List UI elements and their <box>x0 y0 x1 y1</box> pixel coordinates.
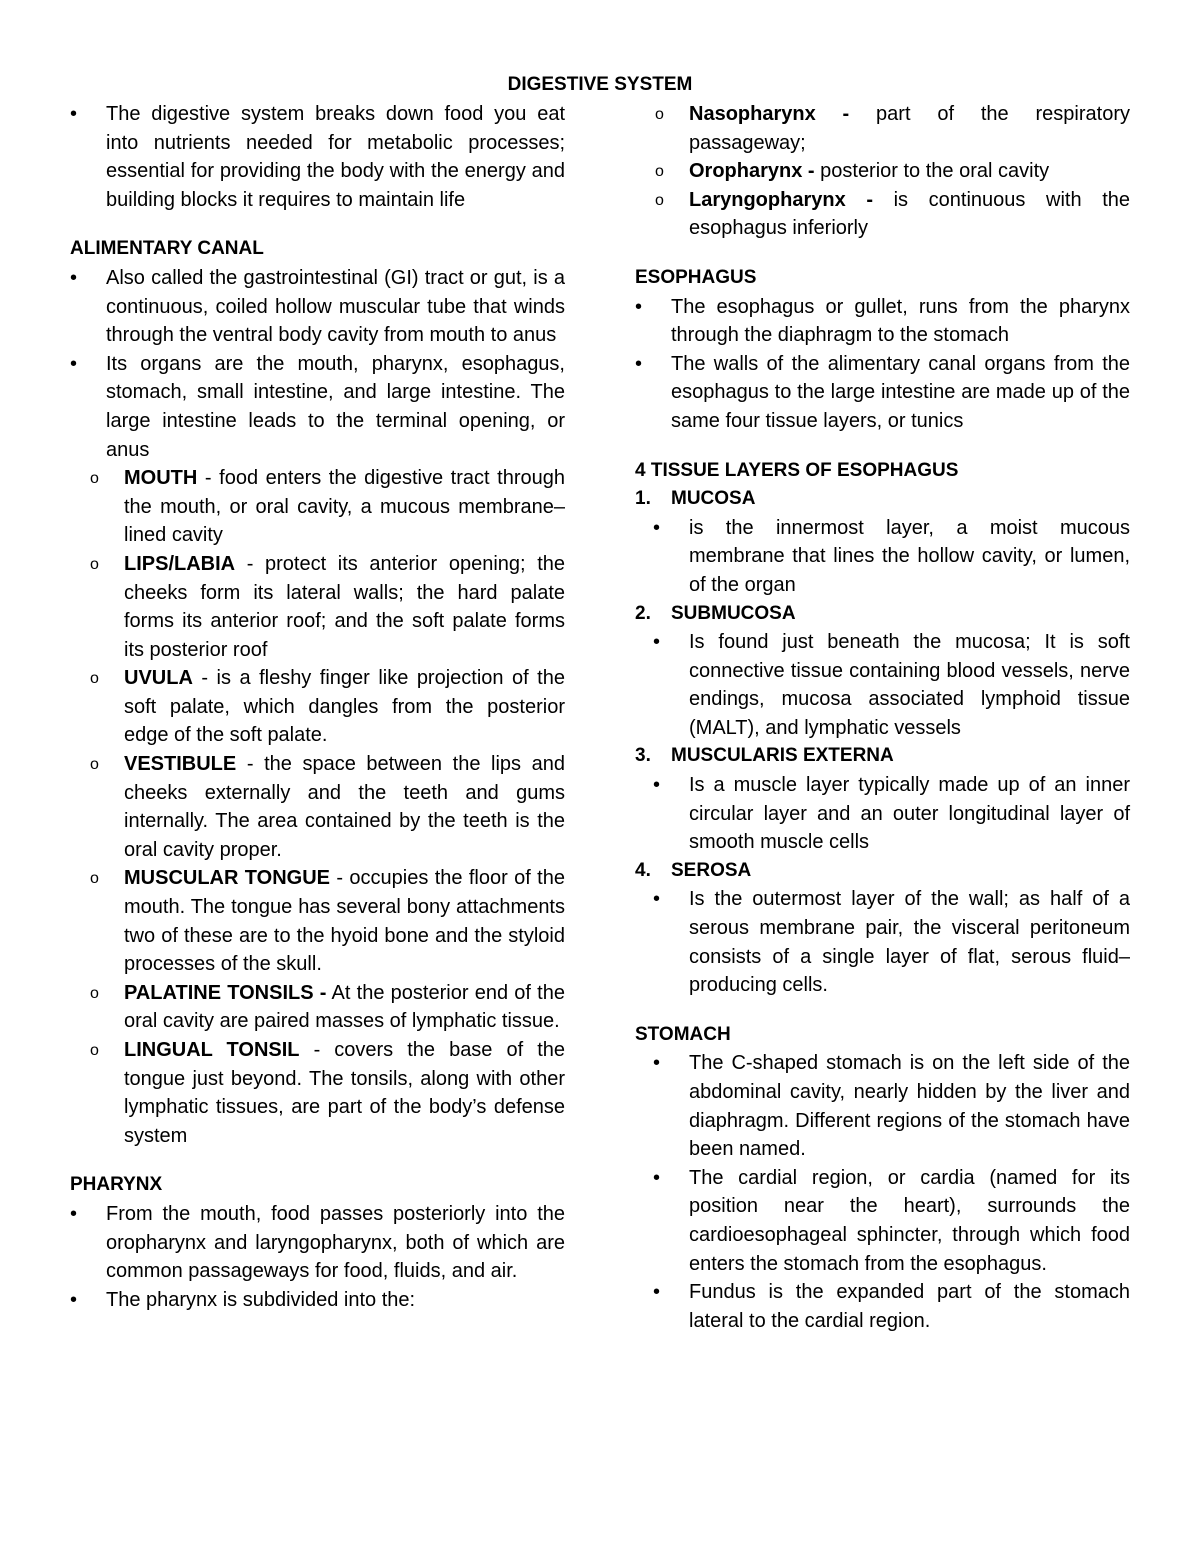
term-label: MUSCULAR TONGUE <box>124 867 330 890</box>
layer-heading-submucosa <box>635 600 1130 629</box>
term-description: - is a fleshy finger like projection of the soft palate, which dangles from the posterior edge of the soft palate. <box>124 667 565 747</box>
sub-item-tongue <box>70 864 565 978</box>
pharynx-part-nasopharynx <box>635 100 1130 157</box>
layer-number: 2. <box>635 602 651 624</box>
layer-name: SEROSA <box>671 859 752 881</box>
layer-number: 1. <box>635 488 651 510</box>
layer-name: MUSCULARIS EXTERNA <box>671 745 894 767</box>
sub-item-palatine-tonsils <box>70 979 565 1036</box>
sub-item-uvula <box>70 664 565 750</box>
term-label: VESTIBULE <box>124 753 237 776</box>
layer-name: MUCOSA <box>671 488 756 510</box>
esophagus-bullet-1: • The esophagus or gullet, runs from the pharynx through the diaphragm to the stomach <box>635 293 1130 350</box>
term-label: Oropharynx - <box>689 160 815 183</box>
term-label: LINGUAL TONSIL <box>124 1039 300 1061</box>
term-description: part of the respiratory passageway; <box>689 103 1130 154</box>
left-column <box>70 100 565 1314</box>
layer-heading-mucosa <box>635 485 1130 514</box>
page-title: DIGESTIVE SYSTEM <box>507 74 693 95</box>
layer-text-muscularis: • Is a muscle layer typically made up of an inner circular layer and an outer longitudinal layer of smooth muscle cells <box>635 771 1130 857</box>
term-label: LIPS/LABIA <box>124 552 236 575</box>
sub-item-lingual-tonsil <box>70 1036 565 1150</box>
term-description: - protect its anterior opening; the cheeks form its lateral walls; the hard palate forms its anterior roof; and the soft palate forms its posterior roof <box>124 552 565 661</box>
heading-esophagus: ESOPHAGUS <box>635 266 757 288</box>
term-description: - food enters the digestive tract through the mouth, or oral cavity, a mucous membrane–lined cavity <box>124 467 565 547</box>
term-label: Laryngopharynx - <box>689 188 873 211</box>
heading-pharynx: PHARYNX <box>70 1174 163 1196</box>
term-label: MOUTH <box>124 467 198 490</box>
sub-item-vestibule <box>70 750 565 864</box>
heading-stomach: STOMACH <box>635 1023 731 1045</box>
layer-heading-serosa <box>635 857 1130 886</box>
heading-alimentary-canal: ALIMENTARY CANAL <box>70 238 264 260</box>
pharynx-part-oropharynx <box>635 157 1130 186</box>
term-label: Nasopharynx - <box>689 103 850 125</box>
term-label: UVULA <box>124 667 193 690</box>
layer-number: 3. <box>635 745 651 767</box>
layer-number: 4. <box>635 859 651 881</box>
term-description: posterior to the oral cavity <box>814 160 1050 183</box>
term-label: PALATINE TONSILS - <box>124 981 327 1004</box>
term-description: At the posterior end of the oral cavity are paired masses of lymphatic tissue. <box>124 981 565 1033</box>
esophagus-bullet-2: • The walls of the alimentary canal organs from the esophagus to the large intestine are made up of the same four tissue layers, or tunics <box>635 350 1130 436</box>
sub-item-mouth <box>70 464 565 550</box>
layer-heading-muscularis <box>635 742 1130 771</box>
heading-tissue-layers: 4 TISSUE LAYERS OF ESOPHAGUS <box>635 459 959 481</box>
stomach-bullet-3: • Fundus is the expanded part of the stomach lateral to the cardial region. <box>635 1278 1130 1335</box>
intro-bullet: • The digestive system breaks down food you eat into nutrients needed for metabolic processes; essential for providing the body with the energy and building blocks it requires to maintain life <box>70 100 565 214</box>
sub-item-lips <box>70 550 565 664</box>
pharynx-bullet-1: • From the mouth, food passes posteriorly into the oropharynx and laryngopharynx, both of which are common passageways for food, fluids, and air. <box>70 1200 565 1286</box>
alimentary-bullet-2: • Its organs are the mouth, pharynx, esophagus, stomach, small intestine, and large intestine. The large intestine leads to the terminal opening, or anus <box>70 350 565 464</box>
term-description: - occupies the floor of the mouth. The tongue has several bony attachments two of these are to the hyoid bone and the styloid processes of the skull. <box>124 867 565 976</box>
layer-text-mucosa: • is the innermost layer, a moist mucous membrane that lines the hollow cavity, or lumen, of the organ <box>635 514 1130 600</box>
term-description: - covers the base of the tongue just beyond. The tonsils, along with other lymphatic tissues, are part of the body’s defense system <box>124 1039 565 1147</box>
pharynx-bullet-2: • The pharynx is subdivided into the: <box>70 1286 565 1315</box>
term-description: is continuous with the esophagus inferiorly <box>689 188 1130 240</box>
stomach-bullet-2: • The cardial region, or cardia (named for its position near the heart), surrounds the cardioesophageal sphincter, through which food enters the stomach from the esophagus. <box>635 1164 1130 1278</box>
layer-text-submucosa: • Is found just beneath the mucosa; It is soft connective tissue containing blood vessels, nerve endings, mucosa associated lymphoid tissue (MALT), and lymphatic vessels <box>635 628 1130 742</box>
layer-name: SUBMUCOSA <box>671 602 796 624</box>
layer-text-serosa: • Is the outermost layer of the wall; as half of a serous membrane pair, the visceral peritoneum consists of a single layer of flat, serous fluid–producing cells. <box>635 885 1130 999</box>
alimentary-bullet-1: • Also called the gastrointestinal (GI) tract or gut, is a continuous, coiled hollow muscular tube that winds through the ventral body cavity from mouth to anus <box>70 264 565 350</box>
stomach-bullet-1: • The C-shaped stomach is on the left side of the abdominal cavity, nearly hidden by the liver and diaphragm. Different regions of the stomach have been named. <box>635 1049 1130 1163</box>
right-column <box>635 100 1130 1335</box>
pharynx-part-laryngopharynx <box>635 186 1130 243</box>
term-description: - the space between the lips and cheeks externally and the teeth and gums internally. The area contained by the teeth is the oral cavity proper. <box>124 753 565 861</box>
